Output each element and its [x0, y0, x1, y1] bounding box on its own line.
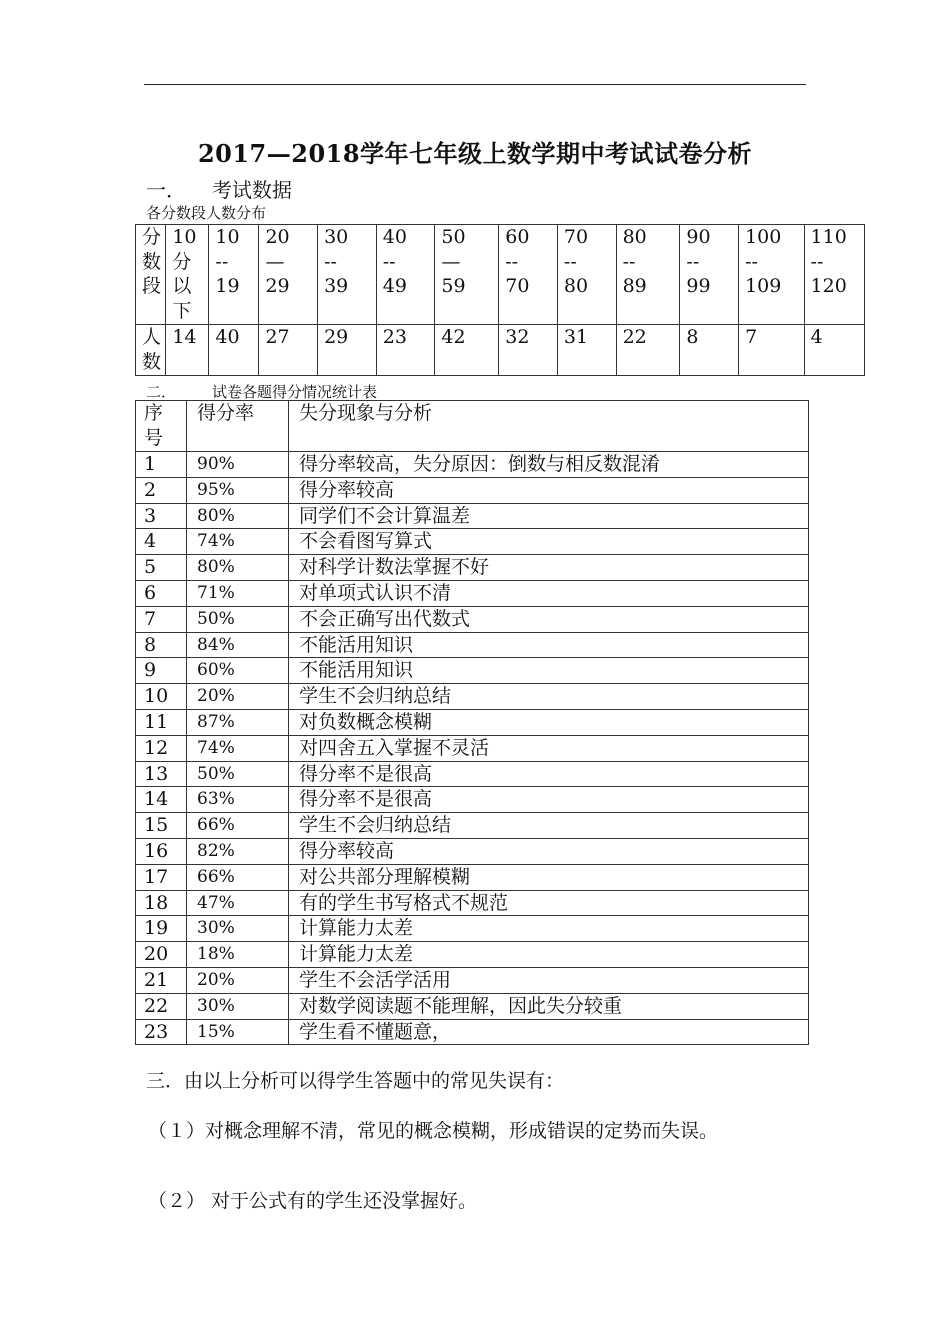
section-2-heading [146, 381, 377, 402]
student-count-cell: 40 [209, 325, 259, 376]
item-analysis: 得分率较高 [289, 477, 809, 503]
table-row [136, 787, 809, 813]
table-row [136, 658, 809, 684]
score-range-cell: 10 -- 19 [209, 225, 259, 325]
table-row [136, 735, 809, 761]
item-score-rate: 15% [187, 1019, 289, 1045]
student-count-cell: 23 [376, 325, 435, 376]
score-range-cell: 10 分 以 下 [166, 225, 209, 325]
item-index: 6 [136, 580, 187, 606]
item-analysis: 对单项式认识不清 [289, 580, 809, 606]
score-range-cell: 60 -- 70 [499, 225, 558, 325]
student-count-cell: 27 [259, 325, 318, 376]
item-score-rate: 82% [187, 838, 289, 864]
item-score-rate: 30% [187, 916, 289, 942]
item-index: 23 [136, 1019, 187, 1045]
item-analysis: 学生看不懂题意， [289, 1019, 809, 1045]
student-count-cell: 8 [680, 325, 739, 376]
section-1-heading [146, 174, 292, 203]
score-range-cell: 90 -- 99 [680, 225, 739, 325]
item-analysis: 对公共部分理解模糊 [289, 864, 809, 890]
section-1-title: 考试数据 [212, 178, 292, 202]
table-row [136, 684, 809, 710]
item-index: 7 [136, 606, 187, 632]
item-score-rate: 87% [187, 709, 289, 735]
section-1-number: 一． [146, 178, 186, 202]
item-analysis: 得分率不是很高 [289, 787, 809, 813]
item-analysis: 不会看图写算式 [289, 529, 809, 555]
score-distribution-table [135, 224, 865, 376]
item-score-rate: 80% [187, 555, 289, 581]
item-index: 15 [136, 813, 187, 839]
table-row [136, 1019, 809, 1045]
table-row [136, 606, 809, 632]
item-score-rate: 50% [187, 606, 289, 632]
score-range-cell: 100 -- 109 [739, 225, 804, 325]
item-analysis: 不会正确写出代数式 [289, 606, 809, 632]
student-count-cell: 42 [435, 325, 499, 376]
item-analysis: 学生不会归纳总结 [289, 813, 809, 839]
item-table-header [136, 401, 809, 452]
row-label-count: 人 数 [136, 325, 166, 376]
distribution-caption: 各分数段人数分布 [146, 204, 267, 222]
item-score-rate: 95% [187, 477, 289, 503]
score-range-cell: 50 — 59 [435, 225, 499, 325]
item-analysis: 计算能力太差 [289, 916, 809, 942]
table-row [136, 813, 809, 839]
item-analysis: 得分率不是很高 [289, 761, 809, 787]
document-title: 2017—2018学年七年级上数学期中考试试卷分析 [197, 139, 753, 168]
item-score-rate: 66% [187, 864, 289, 890]
item-analysis: 计算能力太差 [289, 942, 809, 968]
item-analysis: 学生不会活学活用 [289, 967, 809, 993]
item-score-table [135, 400, 809, 1045]
header-score-rate: 得分率 [187, 401, 289, 452]
student-count-cell: 29 [318, 325, 377, 376]
item-analysis: 对数学阅读题不能理解，因此失分较重 [289, 993, 809, 1019]
item-index: 16 [136, 838, 187, 864]
item-score-rate: 74% [187, 529, 289, 555]
table-row [136, 580, 809, 606]
item-score-rate: 71% [187, 580, 289, 606]
item-analysis: 不能活用知识 [289, 632, 809, 658]
table-row [136, 890, 809, 916]
item-analysis: 同学们不会计算温差 [289, 503, 809, 529]
table-row [136, 993, 809, 1019]
score-range-cell: 110 -- 120 [804, 225, 864, 325]
item-score-rate: 20% [187, 684, 289, 710]
item-index: 10 [136, 684, 187, 710]
item-score-rate: 74% [187, 735, 289, 761]
item-analysis: 对科学计数法掌握不好 [289, 555, 809, 581]
item-index: 14 [136, 787, 187, 813]
table-row [136, 838, 809, 864]
table-row [136, 503, 809, 529]
table-row [136, 942, 809, 968]
score-range-cell: 30 -- 39 [318, 225, 377, 325]
item-score-rate: 47% [187, 890, 289, 916]
score-range-cell: 70 -- 80 [557, 225, 616, 325]
item-analysis: 对四舍五入掌握不灵活 [289, 735, 809, 761]
table-row [136, 555, 809, 581]
item-score-rate: 66% [187, 813, 289, 839]
score-range-cell: 40 -- 49 [376, 225, 435, 325]
table-row [136, 761, 809, 787]
table-row [136, 632, 809, 658]
item-score-rate: 90% [187, 452, 289, 478]
item-index: 18 [136, 890, 187, 916]
item-index: 11 [136, 709, 187, 735]
item-index: 21 [136, 967, 187, 993]
item-score-rate: 18% [187, 942, 289, 968]
header-rule [144, 84, 806, 85]
table-row [136, 477, 809, 503]
row-label-score-range: 分 数 段 [136, 225, 166, 325]
item-score-rate: 20% [187, 967, 289, 993]
student-count-cell: 4 [804, 325, 864, 376]
table-row [136, 864, 809, 890]
item-index: 9 [136, 658, 187, 684]
section-3-heading: 三．由以上分析可以得学生答题中的常见失误有： [146, 1070, 565, 1092]
item-analysis: 学生不会归纳总结 [289, 684, 809, 710]
item-index: 1 [136, 452, 187, 478]
item-index: 17 [136, 864, 187, 890]
item-score-rate: 84% [187, 632, 289, 658]
item-analysis: 得分率较高 [289, 838, 809, 864]
student-count-cell: 14 [166, 325, 209, 376]
table-row [136, 529, 809, 555]
student-count-cell: 7 [739, 325, 804, 376]
table-row [136, 916, 809, 942]
item-index: 4 [136, 529, 187, 555]
student-count-cell: 32 [499, 325, 558, 376]
item-index: 20 [136, 942, 187, 968]
section-2-title: 试卷各题得分情况统计表 [212, 383, 378, 401]
table-row [136, 709, 809, 735]
score-range-cell: 80 -- 89 [616, 225, 680, 325]
item-analysis: 有的学生书写格式不规范 [289, 890, 809, 916]
item-index: 3 [136, 503, 187, 529]
header-analysis: 失分现象与分析 [289, 401, 809, 452]
item-index: 19 [136, 916, 187, 942]
item-score-rate: 60% [187, 658, 289, 684]
item-index: 12 [136, 735, 187, 761]
item-score-rate: 50% [187, 761, 289, 787]
mistake-point-2: （２） 对于公式有的学生还没掌握好。 [148, 1190, 478, 1212]
item-score-rate: 63% [187, 787, 289, 813]
student-count-cell: 22 [616, 325, 680, 376]
table-row [136, 967, 809, 993]
item-analysis: 不能活用知识 [289, 658, 809, 684]
item-index: 22 [136, 993, 187, 1019]
section-2-number: 二． [146, 383, 177, 401]
student-count-row [136, 325, 865, 376]
item-score-rate: 30% [187, 993, 289, 1019]
item-analysis: 对负数概念模糊 [289, 709, 809, 735]
item-index: 2 [136, 477, 187, 503]
item-index: 13 [136, 761, 187, 787]
mistake-point-1: （１）对概念理解不清，常见的概念模糊，形成错误的定势而失误。 [148, 1120, 719, 1142]
score-range-cell: 20 — 29 [259, 225, 318, 325]
score-range-row [136, 225, 865, 325]
item-score-rate: 80% [187, 503, 289, 529]
item-index: 5 [136, 555, 187, 581]
table-row [136, 452, 809, 478]
item-analysis: 得分率较高，失分原因：倒数与相反数混淆 [289, 452, 809, 478]
item-index: 8 [136, 632, 187, 658]
header-index: 序 号 [136, 401, 187, 452]
student-count-cell: 31 [557, 325, 616, 376]
